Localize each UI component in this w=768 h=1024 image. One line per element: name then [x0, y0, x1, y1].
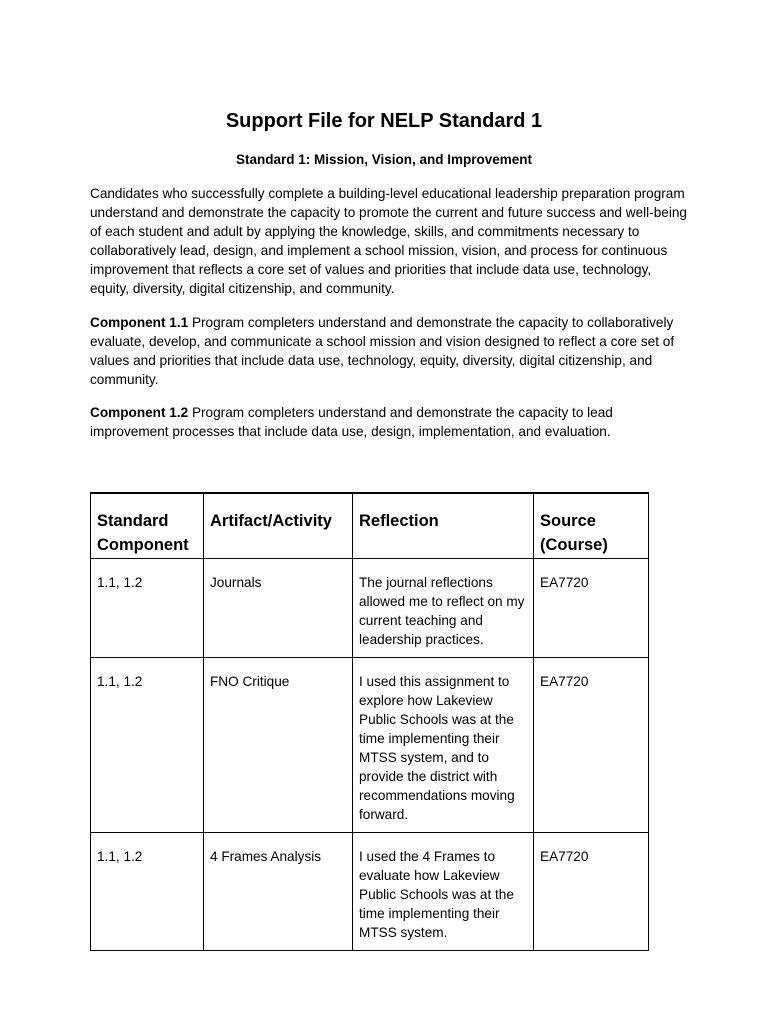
component-1-1-paragraph	[90, 313, 690, 389]
cell-reflection: I used this assignment to explore how Lakeview Public Schools was at the time implementing their MTSS system, and to provide the district with recommendations moving forward.	[353, 658, 534, 833]
table-row	[91, 833, 649, 951]
cell-component: 1.1, 1.2	[91, 833, 204, 951]
component-label: Component 1.1	[90, 315, 189, 330]
component-1-2-paragraph	[90, 403, 690, 441]
table-header-row	[91, 493, 649, 559]
cell-source: EA7720	[534, 658, 649, 833]
standard-subtitle: Standard 1: Mission, Vision, and Improvement	[235, 152, 533, 167]
cell-reflection: The journal reflections allowed me to reflect on my current teaching and leadership practices.	[353, 559, 534, 658]
table-row	[91, 658, 649, 833]
component-text: Program completers understand and demonstrate the capacity to collaboratively evaluate, develop, and communicate a school mission and vision designed to reflect a core set of values and priorities that include data use, technology, equity, diversity, digital citizenship, and community.	[90, 315, 675, 387]
cell-artifact: FNO Critique	[204, 658, 353, 833]
header-artifact-activity: Artifact/Activity	[204, 493, 353, 559]
table-row	[91, 559, 649, 658]
cell-component: 1.1, 1.2	[91, 559, 204, 658]
header-standard-component: Standard Component	[91, 493, 204, 559]
cell-reflection: I used the 4 Frames to evaluate how Lakeview Public Schools was at the time implementing their MTSS system.	[353, 833, 534, 951]
cell-source: EA7720	[534, 559, 649, 658]
component-text: Program completers understand and demonstrate the capacity to lead improvement processes that include data use, design, implementation, and evaluation.	[90, 405, 613, 439]
cell-artifact: Journals	[204, 559, 353, 658]
cell-artifact: 4 Frames Analysis	[204, 833, 353, 951]
header-reflection: Reflection	[353, 493, 534, 559]
document-title: Support File for NELP Standard 1	[225, 110, 543, 132]
component-label: Component 1.2	[90, 405, 189, 420]
header-source-course: Source (Course)	[534, 493, 649, 559]
artifacts-table	[90, 492, 649, 951]
cell-component: 1.1, 1.2	[91, 658, 204, 833]
intro-paragraph: Candidates who successfully complete a building-level educational leadership preparation program understand and demonstrate the capacity to promote the current and future success and well-being of each student and adult by applying the knowledge, skills, and commitments necessary to collaboratively lead, design, and implement a school mission, vision, and process for continuous improvement that reflects a core set of values and priorities that include data use, technology, equity, diversity, digital citizenship, and community.	[90, 186, 687, 296]
cell-source: EA7720	[534, 833, 649, 951]
